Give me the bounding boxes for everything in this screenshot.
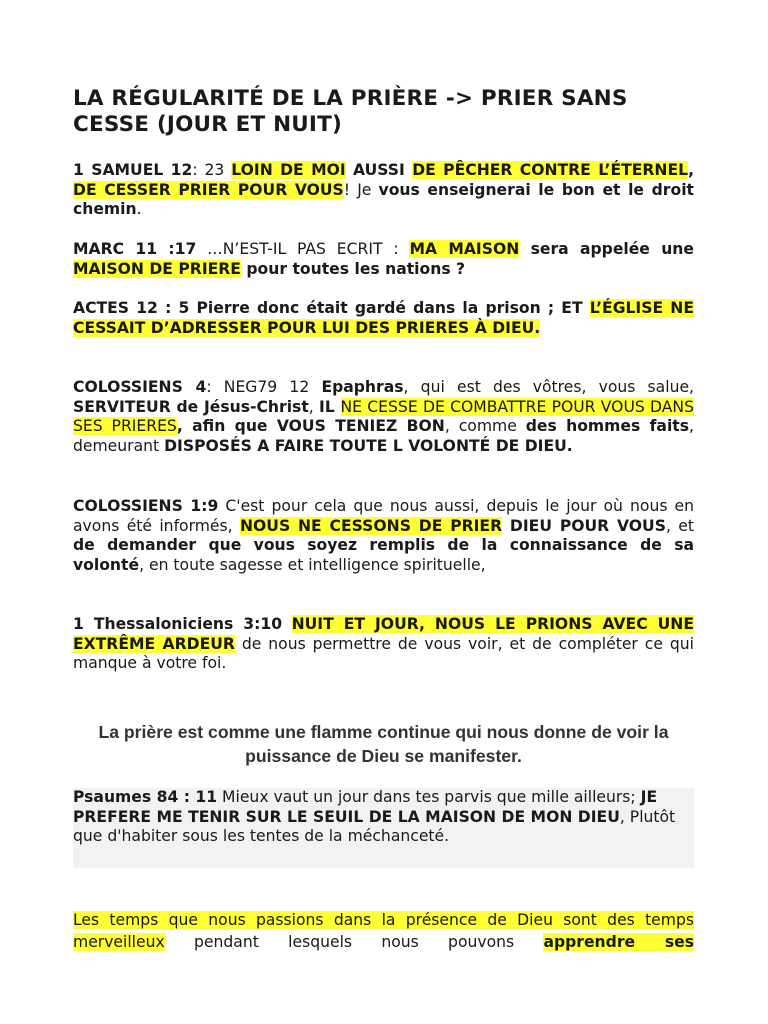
body-text: C'est pour cela que nous aussi, depuis le jour où nous en avons été informés, (73, 497, 695, 535)
highlighted-text: DE CESSER PRIER POUR VOUS (73, 180, 344, 199)
bold-text: Pierre donc était gardé dans la prison ; ET (189, 299, 590, 317)
highlighted-text: NUIT ET JOUR, NOUS LE PRIONS AVEC UNE EXTRÊME ARDEUR (73, 615, 694, 653)
verse-reference: Psaumes 84 : 11 (73, 788, 218, 806)
shaded-verse-box (73, 788, 694, 868)
body-text: . (136, 200, 142, 219)
bold-text: , afin que VOUS TENIEZ BON (176, 417, 445, 436)
paragraph-psaumes (73, 788, 694, 847)
verse-reference: ACTES 12 : 5 (73, 299, 190, 317)
paragraph-colossiens-1 (73, 497, 694, 575)
verse-reference: COLOSSIENS 1:9 (73, 497, 219, 515)
bold-text: SERVITEUR de Jésus-Christ (73, 397, 309, 416)
body-text: pendant lesquels nous pouvons (164, 932, 544, 951)
body-text: : NEG79 12 (206, 378, 322, 396)
highlighted-text: Les temps que nous passions dans la présence de Dieu sont des temps merveilleux (73, 911, 694, 951)
highlighted-text: apprendre ses (543, 932, 694, 951)
bold-text: DIEU POUR VOUS (502, 516, 666, 535)
bold-text: vous enseignerai le bon et le droit chemin (73, 180, 694, 219)
bold-text: AUSSI (345, 161, 413, 179)
body-text: , (308, 397, 320, 416)
highlighted-text: NE CESSE DE COMBATTRE POUR VOUS DANS SES PRIERES (73, 397, 694, 436)
highlighted-text: MA MAISON (409, 240, 520, 258)
bold-text: , (688, 161, 694, 179)
highlighted-text: NOUS NE CESSONS DE PRIER (239, 516, 503, 535)
bold-text: pour toutes les nations ? (240, 259, 466, 278)
body-text (282, 615, 292, 633)
highlighted-text: DE PÊCHER CONTRE L’ÉTERNEL (412, 161, 689, 179)
body-text: , comme (444, 417, 526, 436)
bold-text: DISPOSÉS A FAIRE TOUTE L VOLONTÉ DE DIEU. (164, 436, 573, 455)
verse-reference: COLOSSIENS 4 (73, 378, 207, 396)
bold-text: sera appelée une (519, 240, 694, 258)
verse-number: : 23 (192, 161, 232, 179)
body-text: , en toute sagesse et intelligence spirituelle, (139, 555, 486, 574)
verse-reference: MARC 11 :17 (73, 240, 197, 258)
body-text: …N’EST-IL PAS ECRIT : (196, 240, 410, 258)
bold-text: IL (319, 397, 341, 416)
centered-quote: La prière est comme une flamme continue qui nous donne de voir la puissance de Dieu se manifester. (98, 722, 669, 766)
body-text: , Plutôt que d'habiter sous les tentes de la méchanceté. (73, 807, 676, 846)
paragraph-marc (73, 240, 694, 279)
bold-text: de demander que vous soyez remplis de la connaissance de sa volonté (73, 536, 694, 574)
body-text: ! (343, 180, 358, 199)
verse-reference: 1 SAMUEL 12 (73, 161, 193, 179)
highlighted-text: MAISON DE PRIERE (73, 259, 241, 278)
bold-text: JE PREFERE ME TENIR SUR LE SEUIL DE LA MAISON DE MON DIEU (73, 788, 658, 826)
highlighted-text: LOIN DE MOI (231, 161, 346, 179)
paragraph-actes (73, 299, 694, 338)
paragraph-1-samuel (73, 161, 694, 220)
paragraph-colossiens-4 (73, 378, 694, 456)
body-text: , qui est des vôtres, vous salue, (403, 378, 694, 396)
verse-reference: 1 Thessaloniciens 3:10 (73, 615, 283, 633)
page-title: LA RÉGULARITÉ DE LA PRIÈRE -> PRIER SANS CESSE (JOUR ET NUIT) (73, 86, 628, 137)
paragraph-closing (73, 910, 694, 953)
bold-text: Epaphras (321, 378, 404, 396)
body-text: , et (665, 516, 694, 535)
paragraph-thessaloniciens (73, 615, 694, 674)
body-text: Je (357, 180, 379, 199)
body-text: , demeurant (73, 417, 694, 455)
bold-text: des hommes faits (525, 417, 690, 436)
body-text: de nous permettre de vous voir, et de compléter ce qui manque à votre foi. (73, 634, 694, 673)
body-text: Mieux vaut un jour dans tes parvis que mille ailleurs; (217, 788, 641, 806)
highlighted-text: L’ÉGLISE NE CESSAIT D’ADRESSER POUR LUI DES PRIERES À DIEU. (73, 299, 694, 337)
